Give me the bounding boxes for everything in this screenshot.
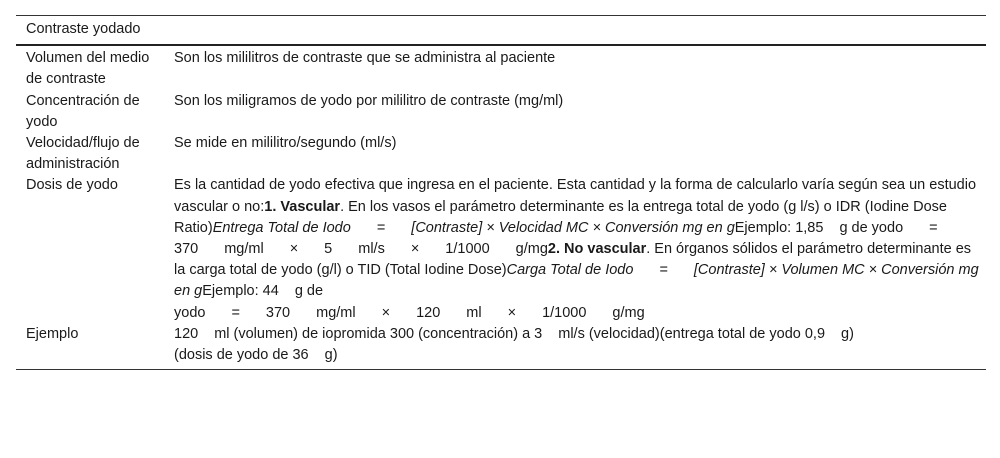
contrast-table (16, 15, 986, 370)
vascular-example-f: 1/1000 (445, 241, 490, 258)
row-desc: Son los mililitros de contraste que se administra al paciente (164, 45, 986, 90)
table-container (16, 15, 986, 370)
eq-sign: = (659, 262, 668, 279)
row-desc: Son los miligramos de yodo por mililitro de contraste (mg/ml) (174, 92, 564, 109)
table-row (16, 133, 986, 175)
dosis-desc (164, 175, 986, 323)
vascular-formula-lhs: Entrega Total de Iodo (212, 219, 351, 236)
novascular-formula-lhs: Carga Total de Iodo (506, 262, 634, 279)
table-header-row (16, 16, 986, 46)
eq-sign: = (231, 304, 240, 321)
vascular-text: . En los vasos el parámetro determinante es la entrega total de yodo (g l/s) o IDR (Iodine Dose Ratio) (174, 198, 947, 236)
novascular-example-c: 370 (265, 304, 291, 321)
vascular-label: 1. Vascular (264, 198, 341, 215)
novascular-example-a: g de (294, 283, 324, 300)
novascular-formula-rhs: [Contraste] × Volumen MC × Conversión mg en g (174, 262, 979, 300)
dosis-intro: Es la cantidad de yodo efectiva que ingresa en el paciente. Esta cantidad y la forma de calcularlo varía según sea un estudio vascular o no: (174, 177, 977, 215)
ejemplo-c: ml/s (velocidad)(entrega total de yodo 0,9 (558, 325, 826, 342)
eq-sign: = (929, 219, 938, 236)
novascular-example-f: ml (466, 304, 482, 321)
times-sign: × (381, 304, 391, 321)
vascular-example-d: 5 (324, 241, 333, 258)
ejemplo-desc (164, 324, 986, 370)
ejemplo-b: ml (volumen) de iopromida 300 (concentración) a 3 (214, 325, 543, 342)
novascular-example-d: mg/ml (316, 304, 356, 321)
novascular-label: 2. No vascular (547, 241, 647, 258)
times-sign: × (507, 304, 517, 321)
table-row (16, 175, 986, 323)
ejemplo-f: g) (324, 347, 338, 364)
table-row (16, 45, 986, 90)
ejemplo-a: 120 (174, 325, 199, 342)
vascular-example-label: Ejemplo: 1,85 (734, 219, 824, 236)
novascular-example-b: yodo (174, 304, 206, 321)
table-row (16, 324, 986, 370)
vascular-example-b: 370 (174, 241, 199, 258)
vascular-example-e: ml/s (358, 241, 385, 258)
row-term: Velocidad/flujo de administración (26, 135, 140, 173)
eq-sign: = (376, 219, 386, 236)
table-header: Contraste yodado (16, 16, 164, 46)
table-row (16, 91, 986, 133)
vascular-example-c: mg/ml (224, 241, 264, 258)
ejemplo-d: g) (841, 325, 854, 342)
novascular-example-h: g/mg (612, 304, 645, 321)
times-sign: × (410, 241, 420, 258)
row-term: Concentración de yodo (26, 92, 140, 130)
ejemplo-e: (dosis de yodo de 36 (174, 347, 309, 364)
novascular-example-e: 120 (416, 304, 441, 321)
row-term: Volumen del medio de contraste (16, 45, 164, 90)
novascular-example-label: Ejemplo: 44 (202, 283, 279, 300)
vascular-example-a: g de yodo (839, 219, 904, 236)
row-term: Ejemplo (16, 324, 164, 370)
novascular-text: . En órganos sólidos el parámetro determinante es la carga total de yodo (g/l) o TID (Total Iodine Dose) (174, 241, 972, 279)
novascular-example-g: 1/1000 (542, 304, 587, 321)
vascular-formula-rhs: [Contraste] × Velocidad MC × Conversión mg en g (411, 219, 735, 236)
vascular-example-g: g/mg (515, 241, 548, 258)
times-sign: × (289, 241, 299, 258)
row-term: Dosis de yodo (26, 177, 118, 194)
row-desc: Se mide en mililitro/segundo (ml/s) (174, 135, 397, 152)
